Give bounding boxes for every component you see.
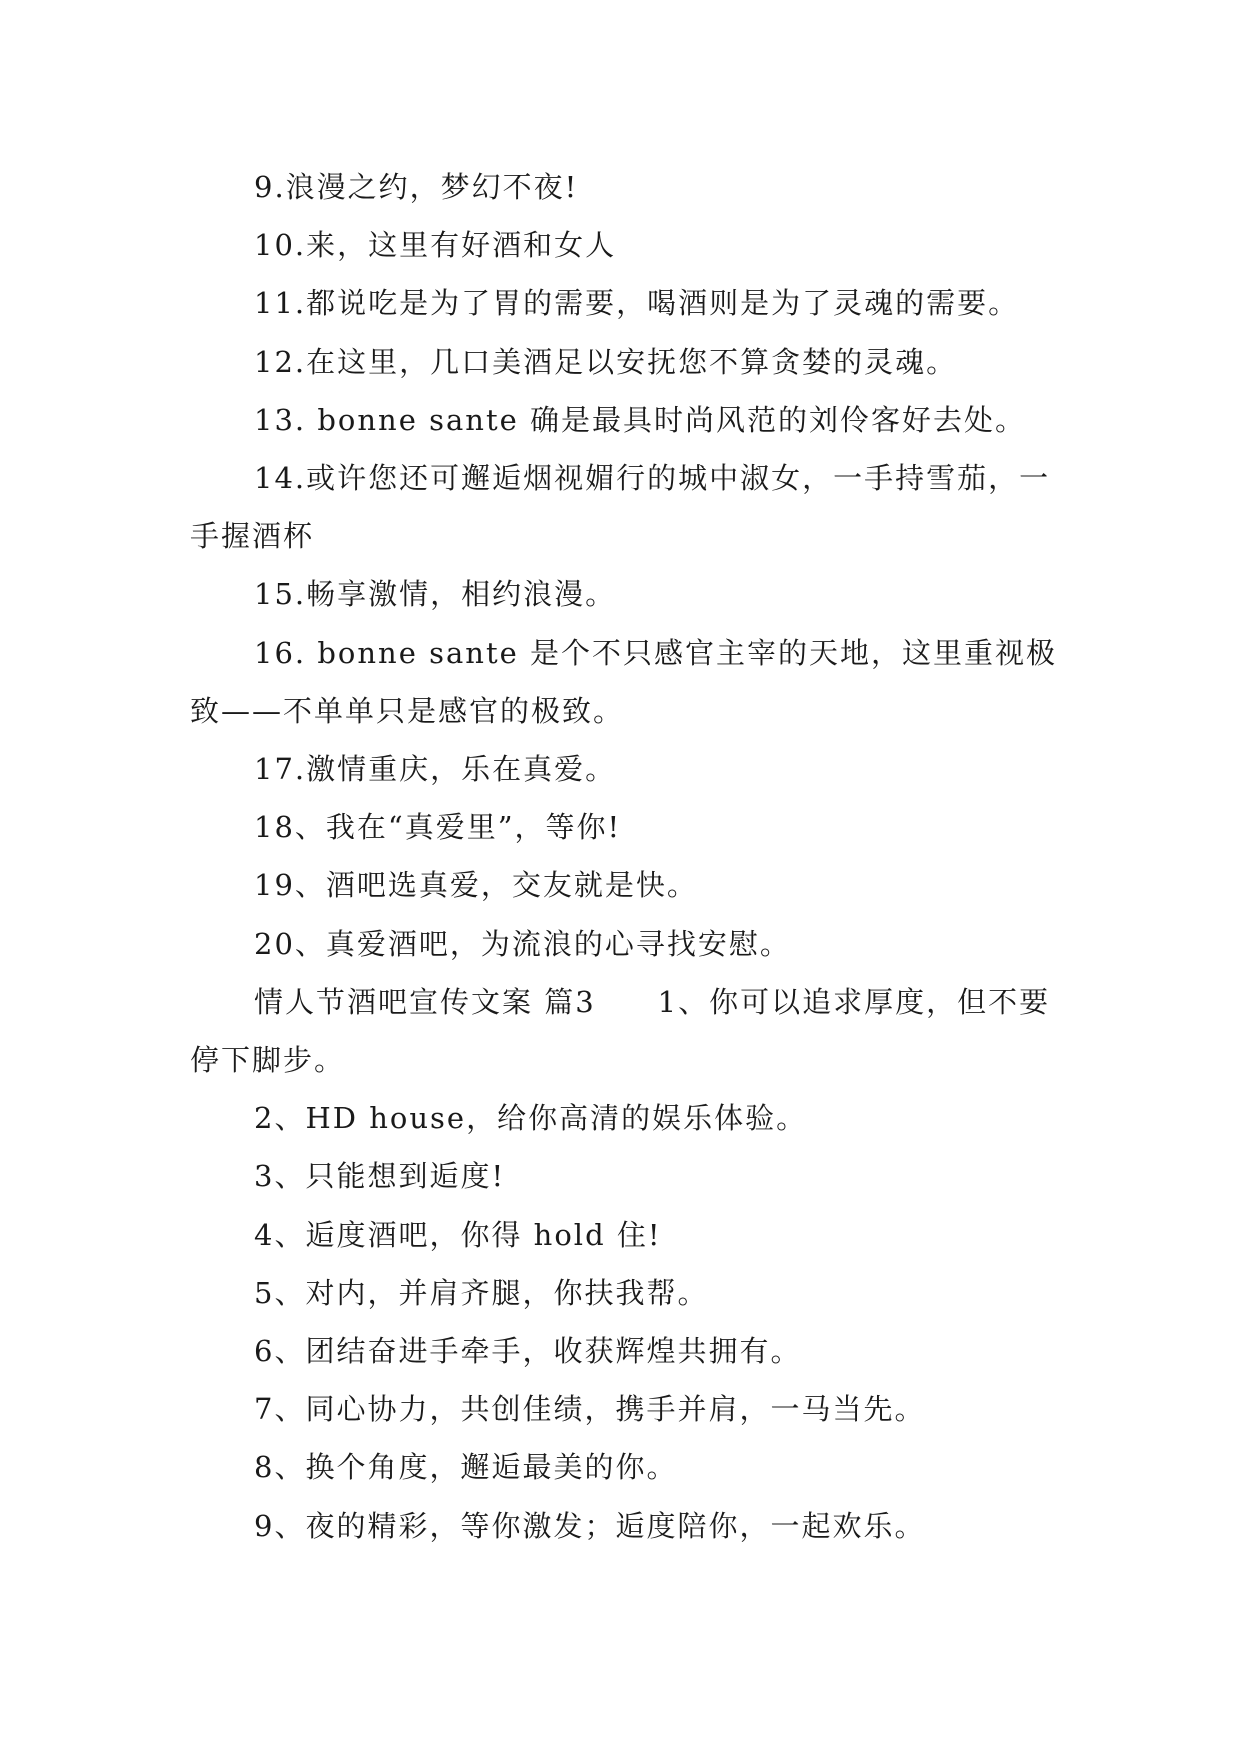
paragraph: 4、逅度酒吧，你得 hold 住!: [254, 1217, 662, 1252]
paragraph: 9、夜的精彩，等你激发；逅度陪你，一起欢乐。: [254, 1508, 926, 1543]
document-body: [190, 158, 1070, 1555]
paragraph: 7、同心协力，共创佳绩，携手并肩，一马当先。: [254, 1392, 926, 1427]
paragraph: 14.或许您还可邂逅烟视媚行的城中淑女，一手持雪茄，一手握酒杯: [190, 461, 1051, 554]
paragraph: 12.在这里，几口美酒足以安抚您不算贪婪的灵魂。: [254, 344, 958, 379]
section-heading-paragraph: 情人节酒吧宣传文案 篇3 1、你可以追求厚度，但不要停下脚步。: [190, 984, 1051, 1078]
paragraph: 9.浪漫之约，梦幻不夜!: [254, 170, 579, 204]
paragraph: 10.来，这里有好酒和女人: [254, 228, 617, 263]
paragraph: 8、换个角度，邂逅最美的你。: [254, 1450, 678, 1485]
paragraph: 16. bonne sante 是个不只感官主宰的天地，这里重视极致——不单单只是感官的极致。: [190, 635, 1057, 728]
paragraph: 18、我在“真爱里”，等你!: [254, 810, 622, 845]
paragraph: 5、对内，并肩齐腿，你扶我帮。: [254, 1275, 709, 1310]
paragraph: 6、团结奋进手牵手，收获辉煌共拥有。: [254, 1334, 802, 1369]
paragraph: 19、酒吧选真爱，交友就是快。: [254, 868, 698, 903]
paragraph: 2、HD house，给你高清的娱乐体验。: [254, 1101, 808, 1136]
paragraph: 13. bonne sante 确是最具时尚风范的刘伶客好去处。: [254, 402, 1026, 437]
paragraph: 17.激情重庆，乐在真爱。: [254, 752, 617, 787]
paragraph: 11.都说吃是为了胃的需要，喝酒则是为了灵魂的需要。: [254, 286, 1020, 321]
paragraph: 20、真爱酒吧，为流浪的心寻找安慰。: [254, 926, 791, 961]
paragraph: 3、只能想到逅度!: [254, 1159, 506, 1194]
paragraph: 15.畅享激情，相约浪漫。: [254, 577, 617, 612]
